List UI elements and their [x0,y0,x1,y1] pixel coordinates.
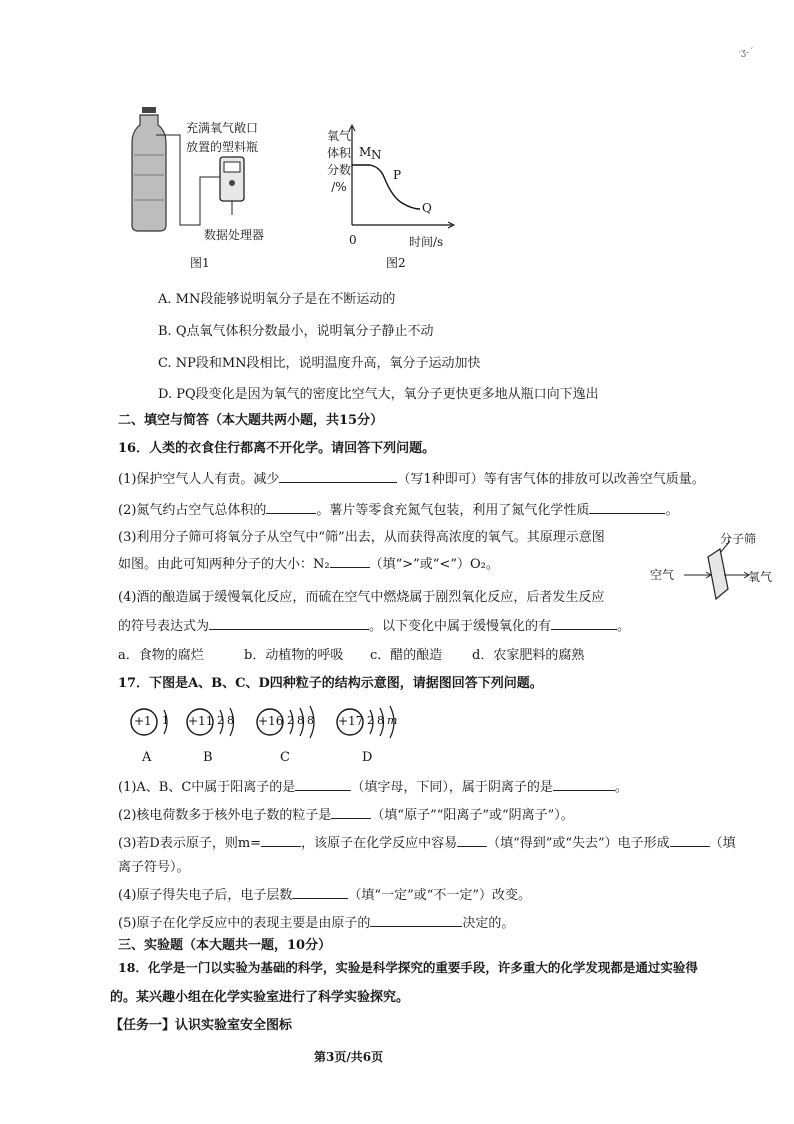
q16-p4-blank1[interactable] [209,616,369,630]
q16-p2-blank2[interactable] [589,500,665,514]
q16-p2-blank1[interactable] [266,500,316,514]
graph-ylabel-line: 氧气 [326,129,351,143]
q17-p4-text: (4)原子得失电子后，电子层数 [118,888,293,903]
q16-choice-c: c．醋的酿造 [370,648,443,663]
q16-choice-d: d．农家肥料的腐熟 [472,648,585,663]
atom-c-shell2: 8 [297,714,304,727]
atom-d-shell2: 8 [377,714,384,727]
q17-p2-text: （填“原子”“阳离子”或“阴离子”）。 [371,808,574,823]
processor-label: 数据处理器 [204,228,265,242]
q16-stem: 16．人类的衣食住行都离不开化学。请回答下列问题。 [118,441,436,456]
point-m-label: M [359,145,372,159]
atom-b-shell1: 2 [217,714,224,727]
q17-p4-text: （填“一定”或“不一定”）改变。 [348,888,532,903]
figure-1-caption: 图1 [190,256,210,270]
q16-part4-line1: (4)酒的酿造属于缓慢氧化反应，而硫在空气中燃烧属于剧烈氧化反应，后者发生反应 [118,590,605,605]
q17-p3-blank2[interactable] [457,833,487,847]
atom-c-shell3: 8 [307,714,314,727]
q16-part2 [118,499,678,518]
q16-p4-blank2[interactable] [551,616,617,630]
atom-b-shell2: 8 [227,714,234,727]
graph-ylabel [326,128,352,196]
atom-a-label: A [142,750,152,765]
q16-p4-text: 的符号表达式为 [118,619,210,634]
point-p-label: P [393,168,402,182]
atom-c-nucleus: +16 [258,714,284,728]
q17-p1-blank2[interactable] [553,777,615,791]
atom-d-nucleus: +17 [338,714,364,728]
option-b: B. Q点氧气体积分数最小，说明氧分子静止不动 [158,324,434,339]
q17-p4-blank[interactable] [292,885,348,899]
q17-p3-text: （填“得到”或“失去”）电子形成 [487,836,670,851]
graph-ylabel-line: 分数 [326,163,351,177]
atom-a-nucleus: +1 [134,714,152,728]
q16-p1-blank[interactable] [279,469,397,483]
graph-origin: 0 [349,233,357,247]
q17-part3-continued: 离子符号）。 [118,860,190,875]
q17-part5 [118,912,514,931]
q16-choice-a: a．食物的腐烂 [118,648,204,663]
q17-p5-blank[interactable] [370,913,462,927]
atom-d-shell1: 2 [367,714,374,727]
q17-p1-blank1[interactable] [295,777,351,791]
q17-p2-blank[interactable] [331,805,371,819]
q17-p1-text: (1)A、B、C中属于阳离子的是 [118,780,296,795]
q17-p3-blank1[interactable] [261,833,301,847]
q17-p5-text: (5)原子在化学反应中的表现主要是由原子的 [118,916,371,931]
sieve-label: 分子筛 [720,532,757,546]
q16-p2-text: 。 [665,503,679,518]
q18-line1: 18．化学是一门以实验为基础的科学，实验是科学探究的重要手段，许多重大的化学发现都是通过实验得 [118,960,698,975]
atom-b-label: B [203,750,213,765]
sieve-oxygen-label: 氧气 [748,570,773,584]
q16-p3-text: 如图。由此可知两种分子的大小：N₂ [118,557,330,572]
q16-p3-text: （填“>”或“<”）O₂。 [369,557,499,572]
option-c: C. NP段和MN段相比，说明温度升高，氧分子运动加快 [158,356,481,371]
q16-p2-text: 。薯片等零食充氮气包装，利用了氮气化学性质 [316,503,590,518]
q17-part3 [118,832,736,851]
q17-p3-text: （填 [709,836,736,851]
q17-p1-text: 。 [614,780,628,795]
section-3-heading: 三、实验题（本大题共一题，10分） [118,938,332,953]
q17-stem: 17．下图是A、B、C、D四种粒子的结构示意图，请据图回答下列问题。 [118,676,543,691]
q17-p5-text: 决定的。 [462,916,515,931]
atom-b-nucleus: +11 [188,714,214,728]
q17-p3-text: (3)若D表示原子，则m= [118,836,262,851]
q16-part3-line2 [118,553,499,572]
q16-p3-blank[interactable] [330,554,370,568]
q16-p1-text: (1)保护空气人人有责。减少 [118,472,280,487]
graph-ylabel-line: /% [331,180,347,194]
atom-c-label: C [280,750,290,765]
q17-p3-blank3[interactable] [670,833,710,847]
q16-p2-text: (2)氮气约占空气总体积的 [118,503,267,518]
point-n-label: N [371,148,382,162]
q17-p1-text: （填字母，下同），属于阴离子的是 [351,780,553,795]
q16-p1-text: （写1种即可）等有害气体的排放可以改善空气质量。 [397,472,705,487]
q16-p4-text: 。以下变化中属于缓慢氧化的有 [369,619,552,634]
point-q-label: Q [422,201,432,215]
q17-part4 [118,884,531,903]
q16-part3-line1: (3)利用分子筛可将氧分子从空气中“筛”出去，从而获得高浓度的氧气。其原理示意图 [118,530,605,545]
q17-p2-text: (2)核电荷数多于核外电子数的粒子是 [118,808,332,823]
page-footer: 第3页/共6页 [314,1050,384,1064]
option-a: A. MN段能够说明氧分子是在不断运动的 [158,292,396,307]
q18-task1: 【任务一】认识实验室安全图标 [110,1018,293,1033]
graph-ylabel-line: 体积 [326,146,351,160]
sieve-air-label: 空气 [650,568,675,582]
q16-part4-line2 [118,615,630,634]
q16-part1 [118,468,705,487]
section-2-heading: 二、填空与简答（本大题共两小题，共15分） [118,413,384,428]
q16-choice-b: b．动植物的呼吸 [244,648,344,663]
figure-2-caption: 图2 [386,256,406,270]
q17-part2 [118,804,574,823]
q17-p3-text: ，该原子在化学反应中容易 [301,836,458,851]
bottle-label-line1: 充满氧气敞口 [186,121,259,135]
graph-xlabel: 时间/s [409,235,444,249]
corner-mark: ·ʒ-ˊ [738,48,754,58]
atom-d-shell3: m [387,714,398,727]
atom-a-shell: 1 [162,714,169,727]
atom-c-shell1: 2 [287,714,294,727]
atom-d-label: D [362,750,373,765]
q16-p4-text: 。 [617,619,631,634]
option-d: D. PQ段变化是因为氧气的密度比空气大，氧分子更快更多地从瓶口向下逸出 [158,387,599,402]
bottle-label-line2: 放置的塑料瓶 [186,140,259,154]
q18-line2: 的。某兴趣小组在化学实验室进行了科学实验探究。 [110,990,410,1005]
q17-part1 [118,776,628,795]
